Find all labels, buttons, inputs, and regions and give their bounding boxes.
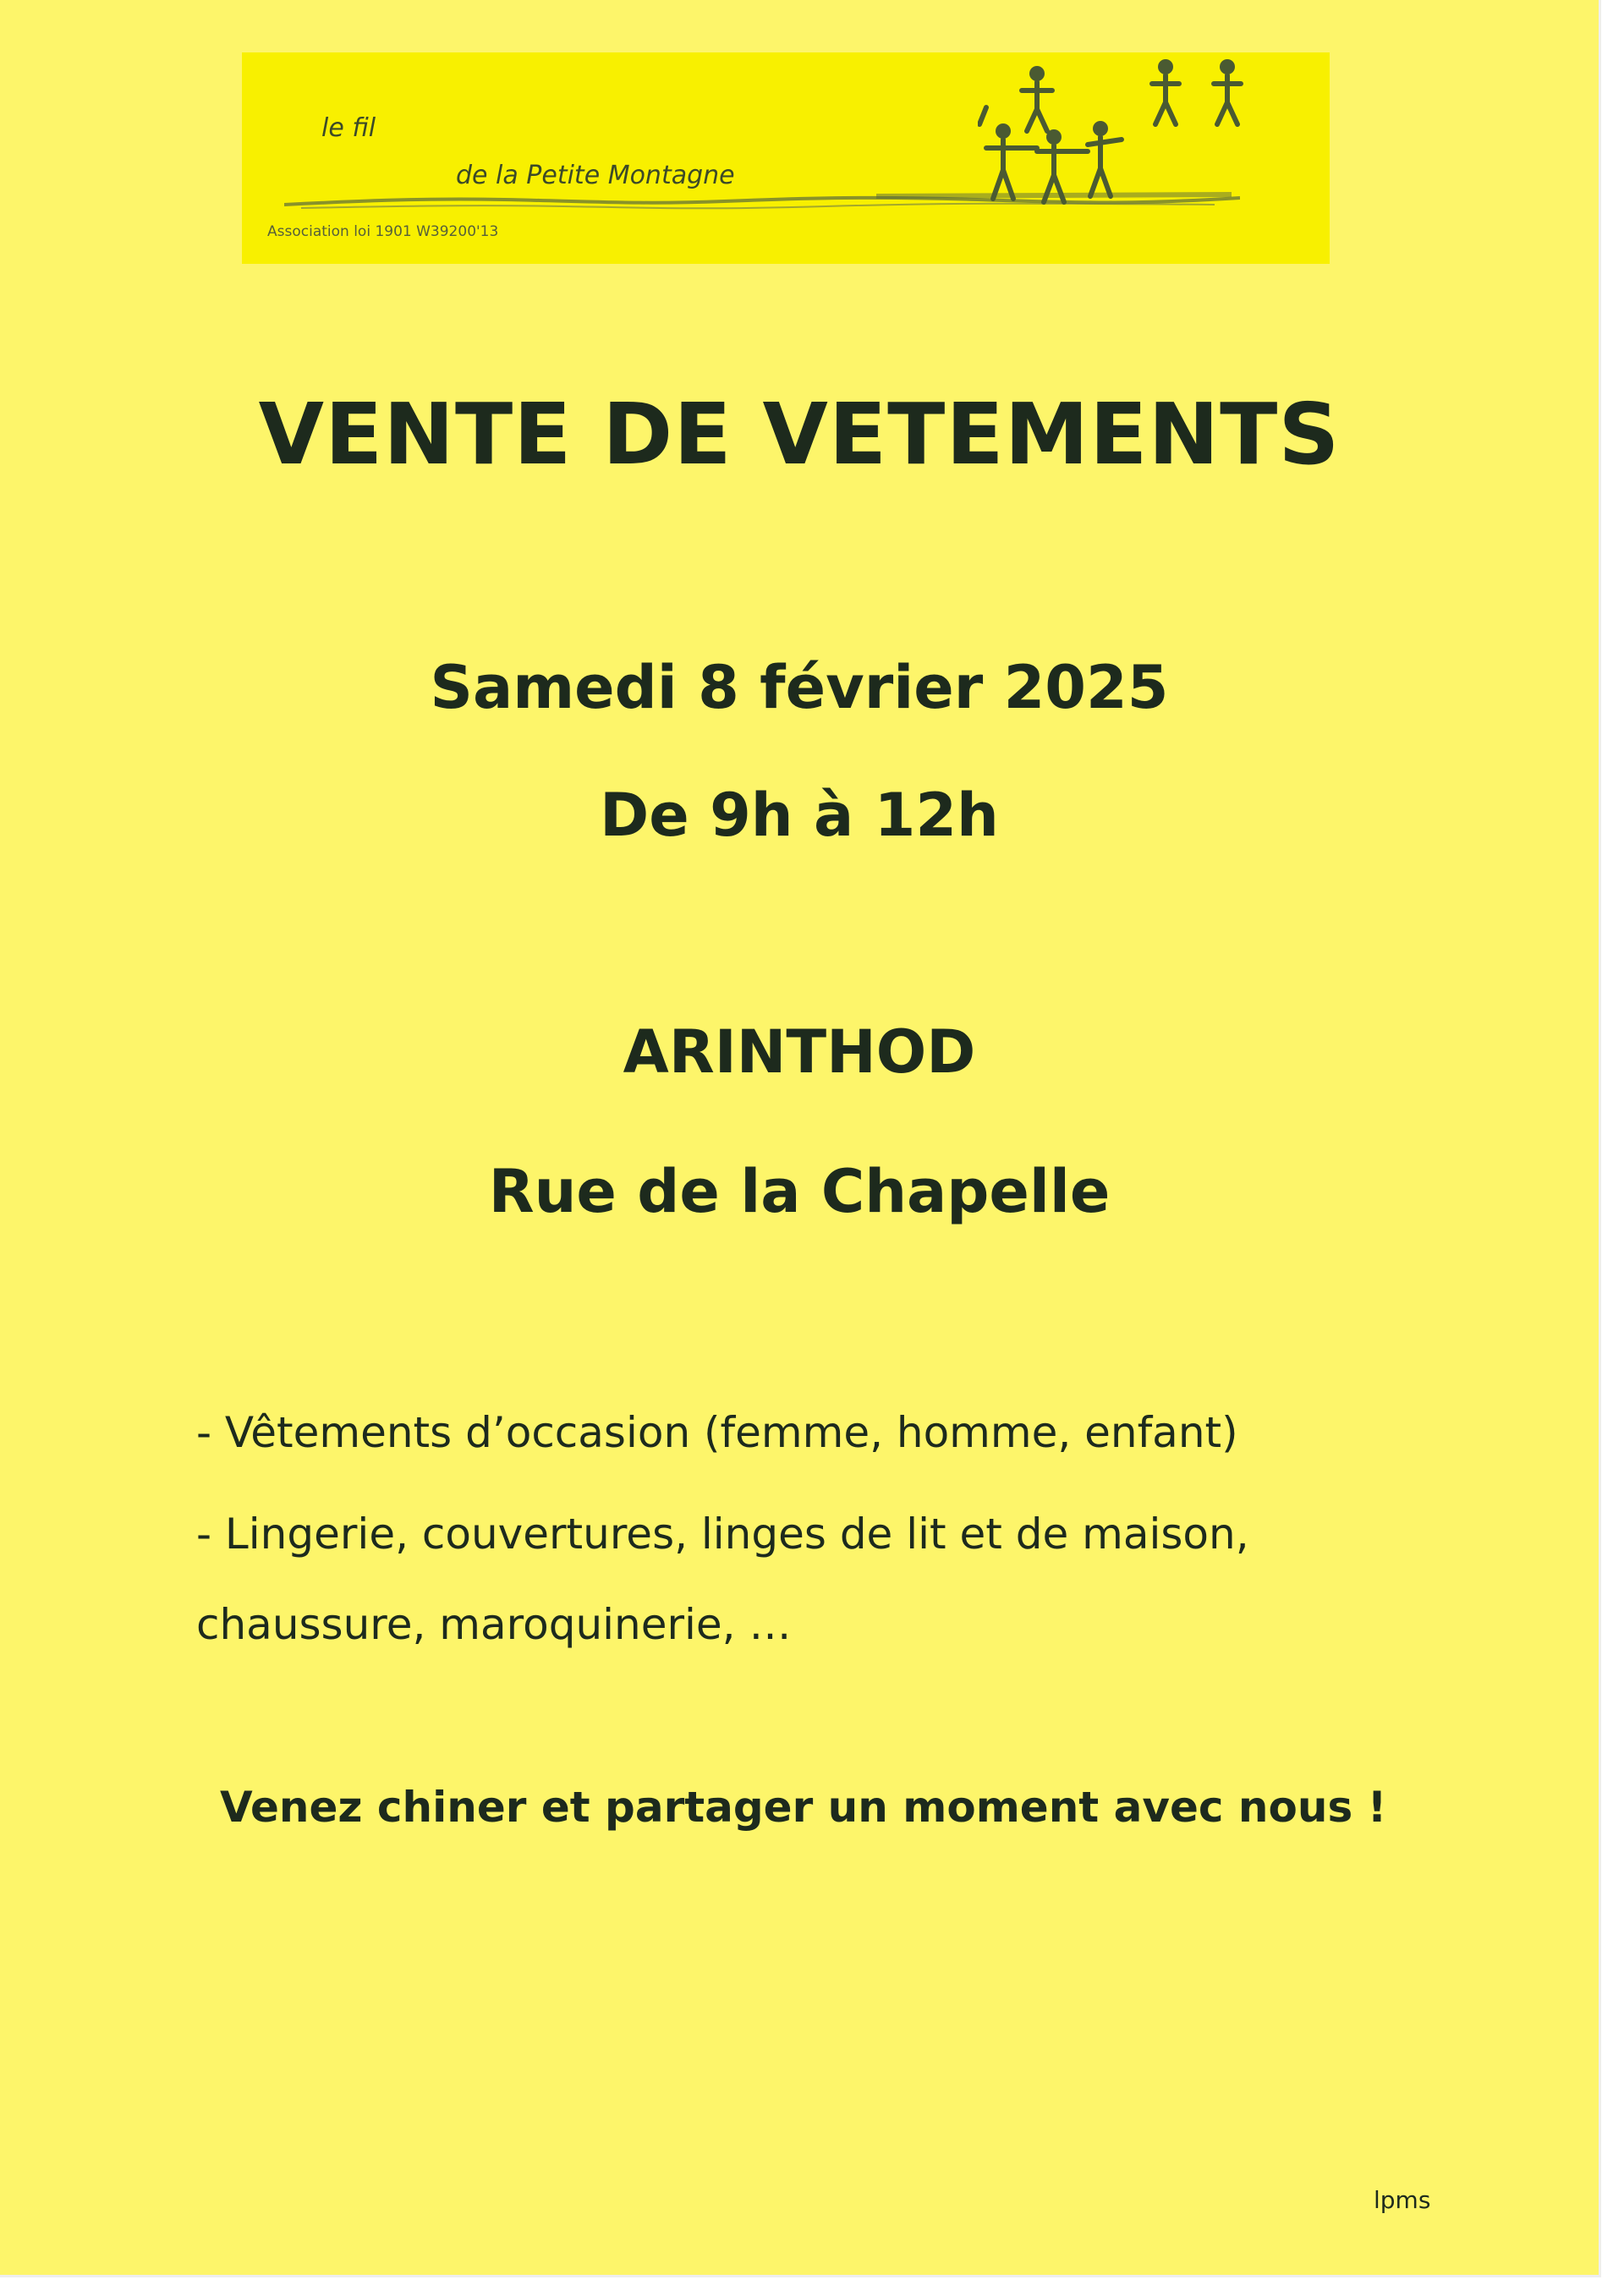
list-item: - Lingerie, couvertures, linges de lit et de maison, [196, 1510, 1249, 1559]
logo-name-line1: le fil [321, 113, 376, 143]
call-to-action: Venez chiner et partager un moment avec nous ! [220, 1783, 1387, 1832]
footer-mark: lpms [1374, 2186, 1431, 2214]
event-hours: De 9h à 12h [600, 781, 999, 850]
event-town: ARINTHOD [623, 1017, 976, 1087]
event-title: VENTE DE VETEMENTS [258, 385, 1341, 484]
event-date: Samedi 8 février 2025 [430, 653, 1169, 722]
list-item: - Vêtements d’occasion (femme, homme, enfant) [196, 1408, 1238, 1457]
event-street: Rue de la Chapelle [488, 1157, 1111, 1226]
logo-name-line2: de la Petite Montagne [456, 161, 735, 190]
people-holding-hands-icon [978, 57, 1265, 213]
list-item-continuation: chaussure, maroquinerie, … [196, 1600, 792, 1649]
association-registration: Association loi 1901 W39200'13 [267, 223, 499, 240]
association-logo [242, 52, 1330, 264]
